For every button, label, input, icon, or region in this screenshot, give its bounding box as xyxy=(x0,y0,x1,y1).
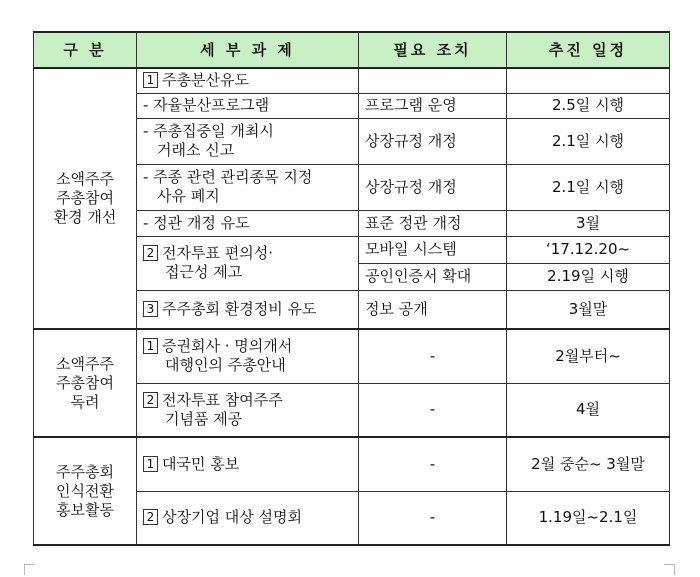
task-text: 사유 폐지 xyxy=(157,187,220,205)
task-text: 상장기업 대상 설명회 xyxy=(162,508,302,527)
schedule-cell: ‘17.12.20~ xyxy=(507,236,670,263)
task-cell xyxy=(137,290,359,329)
schedule-cell: 3월말 xyxy=(507,290,670,329)
category-line: 소액주주 xyxy=(56,354,114,373)
task-text: 전자투표 참여주주 xyxy=(162,390,283,409)
task-text: 증권회사 · 명의개서 xyxy=(162,337,293,356)
action-cell: - xyxy=(359,437,507,491)
task-cell: - 자율분산프로그램 xyxy=(137,93,359,118)
header-category: 구 분 xyxy=(34,32,137,68)
header-action: 필요 조치 xyxy=(359,32,507,68)
action-cell: - xyxy=(359,329,507,383)
category-line: 환경 개선 xyxy=(53,208,117,226)
header-row xyxy=(34,32,670,68)
category-line: 주총참여 xyxy=(56,373,114,392)
table-row xyxy=(34,68,670,93)
task-cell: - 정관 개정 유도 xyxy=(137,210,359,236)
task-text: 전자투표 편의성· xyxy=(162,244,273,262)
category-line: 독려 xyxy=(70,392,100,411)
item-number-box: 1 xyxy=(143,72,158,88)
task-cell xyxy=(137,329,359,383)
task-text: - 주종 관련 관리종목 지정 xyxy=(143,168,313,186)
action-cell: 표준 정관 개정 xyxy=(359,210,507,236)
category-cell xyxy=(34,329,137,437)
action-cell: 상장규정 개정 xyxy=(359,118,507,164)
category-line: 주주총회 xyxy=(56,462,114,481)
schedule-cell: 2.19일 시행 xyxy=(507,263,670,290)
item-number-box: 2 xyxy=(143,509,158,525)
item-number-box: 1 xyxy=(143,456,158,472)
task-cell xyxy=(137,164,359,210)
category-cell xyxy=(34,68,137,329)
schedule-cell: 1.19일~2.1일 xyxy=(507,491,670,545)
action-cell: 정보 공개 xyxy=(359,290,507,329)
item-number-box: 1 xyxy=(143,338,158,354)
task-text: 주총분산유도 xyxy=(162,71,249,90)
item-number-box: 2 xyxy=(143,245,158,261)
task-cell xyxy=(137,118,359,164)
action-cell: 공인인증서 확대 xyxy=(359,263,507,290)
schedule-table xyxy=(33,31,670,546)
table-row xyxy=(34,329,670,383)
schedule-cell: 2.1일 시행 xyxy=(507,164,670,210)
task-cell xyxy=(137,236,359,290)
category-line: 인식전환 xyxy=(56,481,114,500)
action-cell: 모바일 시스템 xyxy=(359,236,507,263)
action-cell xyxy=(359,68,507,93)
task-cell xyxy=(137,68,359,93)
task-cell xyxy=(137,491,359,545)
task-text: 주주총회 환경정비 유도 xyxy=(162,299,317,318)
task-text: - 주총집중일 개최시 xyxy=(143,122,274,140)
action-cell: 프로그램 운영 xyxy=(359,93,507,118)
task-cell xyxy=(137,437,359,491)
page-corner-mark xyxy=(24,564,35,575)
item-number-box: 3 xyxy=(143,301,158,317)
schedule-cell: 2.1일 시행 xyxy=(507,118,670,164)
action-cell: - xyxy=(359,491,507,545)
category-line: 홍보활동 xyxy=(56,500,114,519)
task-text: 접근성 제고 xyxy=(165,263,243,281)
schedule-cell: 3월 xyxy=(507,210,670,236)
task-cell xyxy=(137,383,359,437)
category-line: 주총참여 xyxy=(56,189,114,207)
schedule-cell xyxy=(507,68,670,93)
item-number-box: 2 xyxy=(143,392,158,408)
task-text: 기념품 제공 xyxy=(165,409,243,428)
task-text: 대행인의 주총안내 xyxy=(165,356,286,375)
header-task: 세 부 과 제 xyxy=(137,32,359,68)
header-schedule: 추진 일정 xyxy=(507,32,670,68)
page-corner-mark xyxy=(664,564,675,575)
schedule-cell: 2월부터~ xyxy=(507,329,670,383)
table-row xyxy=(34,437,670,491)
action-cell: - xyxy=(359,383,507,437)
task-text: 대국민 홍보 xyxy=(162,454,240,473)
action-cell: 상장규정 개정 xyxy=(359,164,507,210)
schedule-cell: 2월 중순~ 3월말 xyxy=(507,437,670,491)
category-cell xyxy=(34,437,137,545)
category-line: 소액주주 xyxy=(56,170,114,188)
schedule-cell: 4월 xyxy=(507,383,670,437)
schedule-cell: 2.5일 시행 xyxy=(507,93,670,118)
task-text: 거래소 신고 xyxy=(157,141,235,159)
